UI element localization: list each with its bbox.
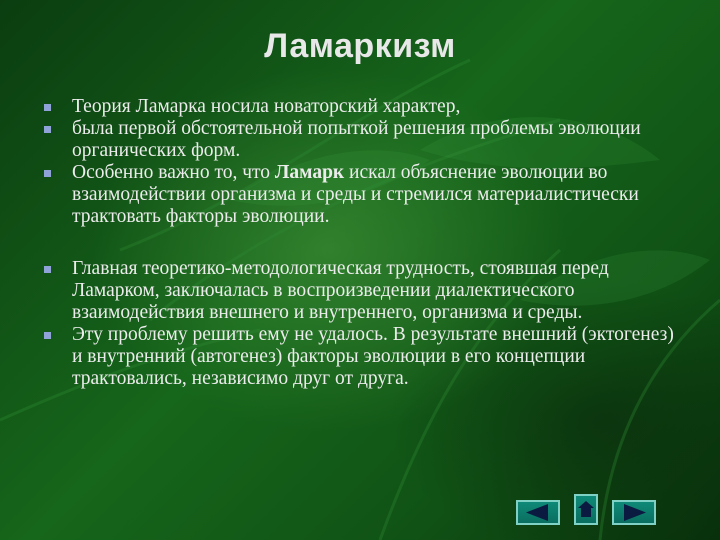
slide-navigation xyxy=(516,494,658,526)
bullet-marker-icon xyxy=(44,332,51,339)
bullet-list xyxy=(44,96,684,390)
bullet-item xyxy=(44,258,684,324)
bullet-text-end: искал объяснение эволюции во взаимодействии организма и среды и стремился материалистически трактовать факторы эволюции. xyxy=(72,162,639,227)
bullet-text: Теория Ламарка носила новаторский характер, xyxy=(72,96,461,117)
bullet-marker-icon xyxy=(44,266,51,273)
home-button[interactable] xyxy=(574,494,598,525)
bullet-item xyxy=(44,118,684,162)
arrow-left-icon xyxy=(518,502,558,523)
previous-slide-button[interactable] xyxy=(516,500,560,525)
home-icon xyxy=(576,496,596,523)
bullet-marker-icon xyxy=(44,170,51,177)
bullet-marker-icon xyxy=(44,126,51,133)
bullet-text-bold: Ламарк xyxy=(274,162,345,183)
bullet-text-start: Особенно важно то, что xyxy=(72,162,275,183)
bullet-item xyxy=(44,162,684,228)
bullet-item xyxy=(44,324,684,390)
bullet-item xyxy=(44,96,684,118)
bullet-text: была первой обстоятельной попыткой решения проблемы эволюции органических форм. xyxy=(72,118,641,161)
bullet-marker-icon xyxy=(44,104,51,111)
next-slide-button[interactable] xyxy=(612,500,656,525)
bullet-text: Главная теоретико-методологическая трудность, стоявшая перед Ламарком, заключалась в воспроизведении диалектического взаимодействия внешнего и внутреннего, организма и среды. xyxy=(72,258,609,323)
slide-title: Ламаркизм xyxy=(264,27,456,65)
arrow-right-icon xyxy=(614,502,654,523)
bullet-text: Эту проблему решить ему не удалось. В результате внешний (эктогенез) и внутренний (автогенез) факторы эволюции в его концепции трактовались, независимо друг от друга. xyxy=(72,324,674,389)
